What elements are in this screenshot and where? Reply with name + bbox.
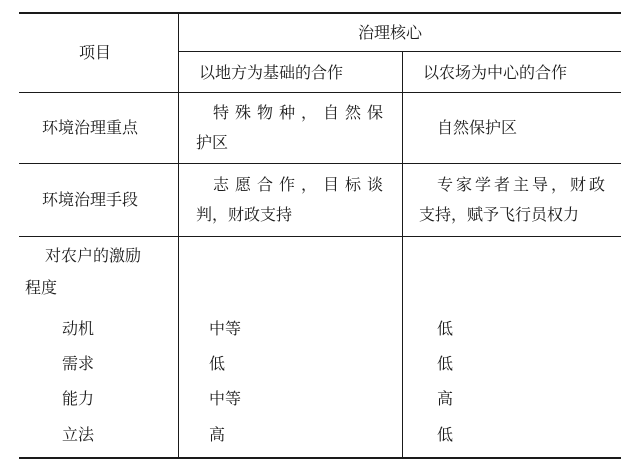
incentive-local-value: 高 xyxy=(209,425,226,444)
top-rule xyxy=(19,12,621,14)
incentive-label-line2: 程度 xyxy=(25,278,58,297)
incentive-farm-value: 低 xyxy=(437,319,454,338)
incentive-local-value: 低 xyxy=(209,354,226,373)
row-label-means: 环境治理手段 xyxy=(42,190,139,209)
incentive-farm-value: 低 xyxy=(437,354,454,373)
row1-bottom-rule xyxy=(19,163,621,164)
row-focus-local-line2: 护区 xyxy=(196,133,229,152)
bottom-rule xyxy=(19,457,621,459)
vertical-rule-1 xyxy=(178,13,179,459)
row-means-local-line1: 志愿合作，目标谈 xyxy=(213,175,390,194)
header-item-column: 项目 xyxy=(79,43,112,62)
row2-bottom-rule xyxy=(19,236,621,237)
incentive-label-line1: 对农户的激励 xyxy=(45,246,142,265)
row-means-farm-line2: 支持，赋予飞行员权力 xyxy=(419,205,580,224)
incentive-name: 能力 xyxy=(62,389,95,408)
header-bottom-rule xyxy=(19,92,621,93)
header-local-column: 以地方为基础的合作 xyxy=(199,63,344,82)
header-farm-column: 以农场为中心的合作 xyxy=(423,63,568,82)
row-focus-farm: 自然保护区 xyxy=(437,118,518,137)
incentive-farm-value: 低 xyxy=(437,425,454,444)
group-header-rule xyxy=(178,51,621,52)
incentive-farm-value: 高 xyxy=(437,389,454,408)
incentive-name: 动机 xyxy=(62,319,95,338)
incentive-local-value: 中等 xyxy=(209,319,242,338)
row-focus-local-line1: 特殊物种，自然保 xyxy=(213,103,390,122)
header-group-title: 治理核心 xyxy=(358,23,423,42)
row-label-focus: 环境治理重点 xyxy=(42,118,139,137)
incentive-name: 立法 xyxy=(62,425,95,444)
incentive-local-value: 中等 xyxy=(209,389,242,408)
row-means-local-line2: 判，财政支持 xyxy=(196,205,293,224)
row-means-farm-line1: 专家学者主导，财政 xyxy=(437,175,609,194)
incentive-name: 需求 xyxy=(62,354,95,373)
vertical-rule-2 xyxy=(402,52,403,459)
